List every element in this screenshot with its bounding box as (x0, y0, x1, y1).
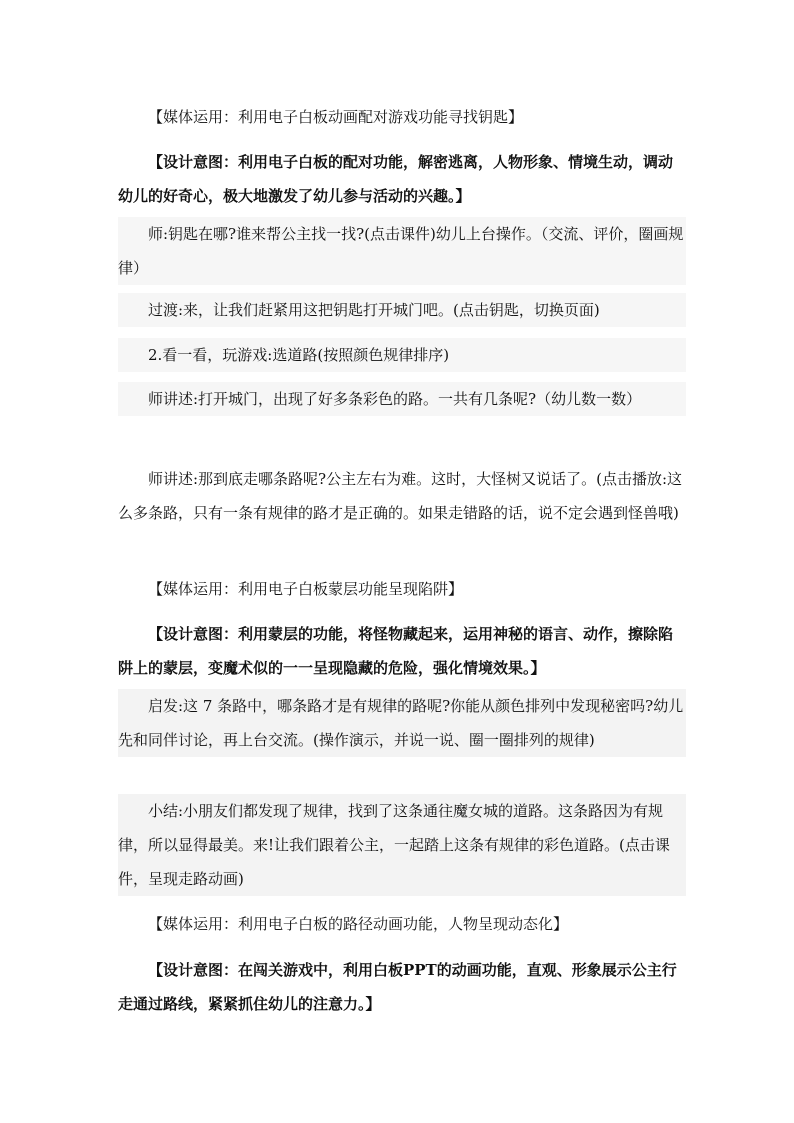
section-heading-2: 2.看一看，玩游戏:选道路(按照颜色规律排序) (118, 338, 686, 372)
teacher-question-key: 师:钥匙在哪?谁来帮公主找一找?(点击课件)幼儿上台操作。（交流、评价，圈画规律） (118, 217, 686, 285)
media-note-3: 【媒体运用：利用电子白板的路径动画功能，人物呈现动态化】 (148, 915, 569, 933)
inspiration-paragraph: 启发:这 7 条路中，哪条路才是有规律的路呢?你能从颜色排列中发现秘密吗?幼儿先和同伴讨论，再上台交流。(操作演示，并说一说、圈一圈排列的规律) (118, 689, 686, 757)
media-note-2: 【媒体运用：利用电子白板蒙层功能呈现陷阱】 (148, 580, 464, 598)
teacher-narration-1: 师讲述:打开城门，出现了好多条彩色的路。一共有几条呢?（幼儿数一数） (118, 382, 686, 416)
design-intent-2: 【设计意图：利用蒙层的功能，将怪物藏起来，运用神秘的语言、动作，擦除陷阱上的蒙层，变魔术似的一一呈现隐藏的危险，强化情境效果。】 (118, 625, 674, 677)
teacher-narration-2: 师讲述:那到底走哪条路呢?公主左右为难。这时，大怪树又说话了。(点击播放:这么多条路，只有一条有规律的路才是正确的。如果走错路的话，说不定会遇到怪兽哦) (118, 470, 683, 522)
summary-paragraph: 小结:小朋友们都发现了规律，找到了这条通往魔女城的道路。这条路因为有规律，所以显得最美。来!让我们跟着公主，一起踏上这条有规律的彩色道路。(点击课件，呈现走路动画) (118, 794, 686, 896)
transition-paragraph: 过渡:来，让我们赶紧用这把钥匙打开城门吧。(点击钥匙，切换页面) (118, 293, 686, 327)
design-intent-1: 【设计意图：利用电子白板的配对功能，解密逃离，人物形象、情境生动，调动幼儿的好奇心，极大地激发了幼儿参与活动的兴趣。】 (118, 153, 674, 205)
media-note-1: 【媒体运用：利用电子白板动画配对游戏功能寻找钥匙】 (148, 108, 524, 126)
design-intent-3: 【设计意图：在闯关游戏中，利用白板PPT的动画功能，直观、形象展示公主行走通过路线，紧紧抓住幼儿的注意力。】 (118, 961, 677, 1013)
